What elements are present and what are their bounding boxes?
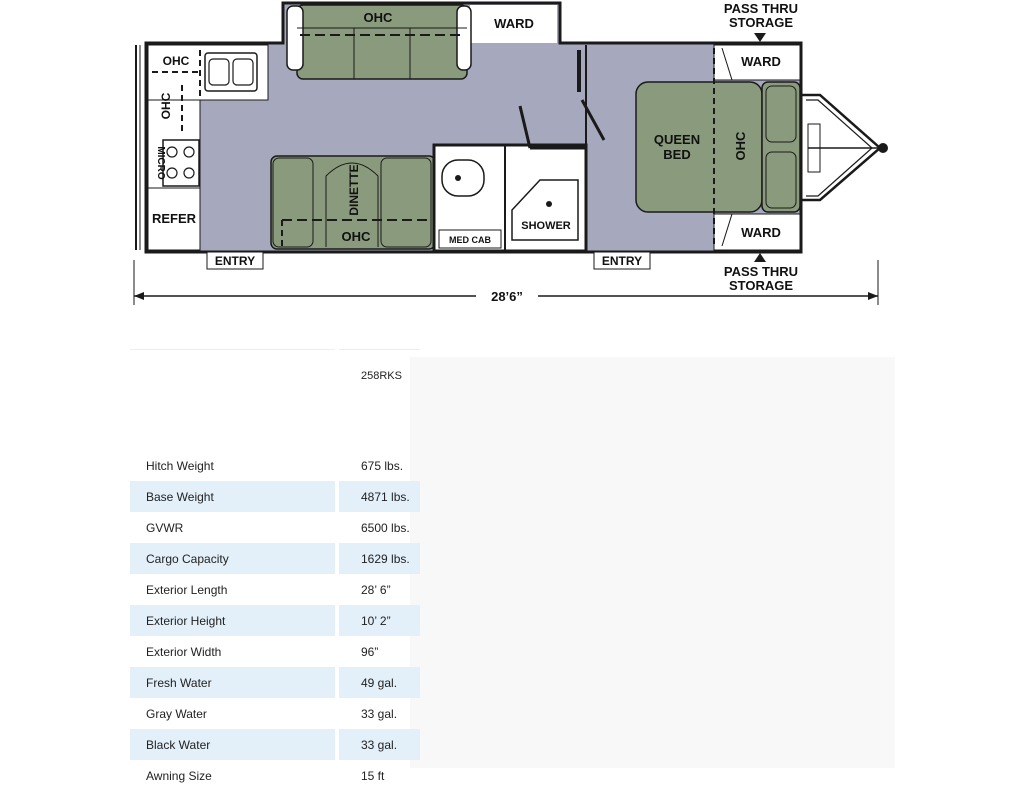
table-row bbox=[130, 543, 420, 574]
label-pass-thru-bottom-1: PASS THRU bbox=[723, 264, 799, 279]
specs-table bbox=[130, 349, 420, 791]
label-entry-right: ENTRY bbox=[601, 254, 643, 268]
label-ohc-dinette: OHC bbox=[341, 229, 371, 244]
specs-header-row bbox=[130, 350, 420, 451]
label-micro: MICRO bbox=[155, 146, 166, 180]
label-ohc-bed: OHC bbox=[733, 131, 748, 161]
toilet-icon bbox=[442, 160, 484, 196]
spec-value: 10’ 2” bbox=[339, 605, 420, 636]
spec-value: 1629 lbs. bbox=[339, 543, 420, 574]
label-bed: BED bbox=[663, 147, 691, 162]
trailer-floor-plan bbox=[0, 0, 1024, 320]
sofa-arm-left bbox=[287, 6, 303, 70]
label-ward-front-bottom: WARD bbox=[741, 225, 781, 240]
spec-label: Hitch Weight bbox=[146, 458, 214, 473]
table-row bbox=[130, 729, 420, 760]
label-med-cab: MED CAB bbox=[449, 235, 491, 245]
table-row bbox=[130, 512, 420, 543]
spec-label: Fresh Water bbox=[130, 667, 335, 698]
table-row bbox=[130, 667, 420, 698]
label-pass-thru-bottom-2: STORAGE bbox=[728, 278, 794, 293]
spec-label: GVWR bbox=[146, 520, 184, 535]
hitch-coupler bbox=[878, 143, 888, 153]
label-dinette: DINETTE bbox=[347, 164, 361, 216]
table-row bbox=[130, 574, 420, 605]
spec-label: Exterior Length bbox=[146, 582, 228, 597]
sofa-arm-right bbox=[457, 6, 471, 70]
label-pass-thru-top-1: PASS THRU bbox=[723, 1, 799, 16]
label-entry-left: ENTRY bbox=[214, 254, 256, 268]
label-pass-thru-top-2: STORAGE bbox=[728, 15, 794, 30]
spec-value: 15 ft bbox=[361, 768, 385, 783]
spec-value: 28’ 6” bbox=[361, 582, 391, 597]
label-shower: SHOWER bbox=[521, 220, 571, 232]
spec-label: Exterior Width bbox=[146, 644, 222, 659]
table-row bbox=[130, 698, 420, 729]
specs-section bbox=[130, 349, 895, 783]
label-ohc-top: OHC bbox=[363, 10, 393, 25]
spec-label: Cargo Capacity bbox=[130, 543, 335, 574]
specs-side-panel bbox=[410, 357, 895, 768]
spec-value: 49 gal. bbox=[339, 667, 420, 698]
spec-value: 4871 lbs. bbox=[339, 481, 420, 512]
spec-label: Base Weight bbox=[130, 481, 335, 512]
spec-label: Exterior Height bbox=[130, 605, 335, 636]
table-row bbox=[130, 636, 420, 667]
table-row bbox=[130, 605, 420, 636]
spec-value: 675 lbs. bbox=[361, 458, 404, 473]
spec-label: Gray Water bbox=[146, 706, 207, 721]
table-row bbox=[130, 760, 420, 791]
label-ohc-kitchen: OHC bbox=[162, 54, 190, 68]
spec-label: Awning Size bbox=[146, 768, 212, 783]
label-queen: QUEEN bbox=[653, 132, 701, 147]
model-name: 258RKS bbox=[339, 350, 420, 451]
spec-value: 6500 lbs. bbox=[361, 520, 410, 535]
label-ward-front-top: WARD bbox=[741, 54, 781, 69]
label-ward-top: WARD bbox=[494, 16, 534, 31]
pass-thru-arrow-top bbox=[754, 33, 766, 42]
spec-value: 96” bbox=[361, 644, 379, 659]
label-overall-length: 28’6” bbox=[491, 289, 523, 304]
spec-value: 33 gal. bbox=[361, 706, 398, 721]
label-ohc-side: OHC bbox=[159, 92, 173, 120]
stove-icon bbox=[163, 140, 199, 186]
bed-headboard bbox=[762, 82, 800, 212]
pass-thru-arrow-bottom bbox=[754, 253, 766, 262]
table-row bbox=[130, 481, 420, 512]
spec-label: Black Water bbox=[130, 729, 335, 760]
label-refer: REFER bbox=[151, 211, 197, 226]
table-row bbox=[130, 450, 420, 481]
spec-value: 33 gal. bbox=[339, 729, 420, 760]
